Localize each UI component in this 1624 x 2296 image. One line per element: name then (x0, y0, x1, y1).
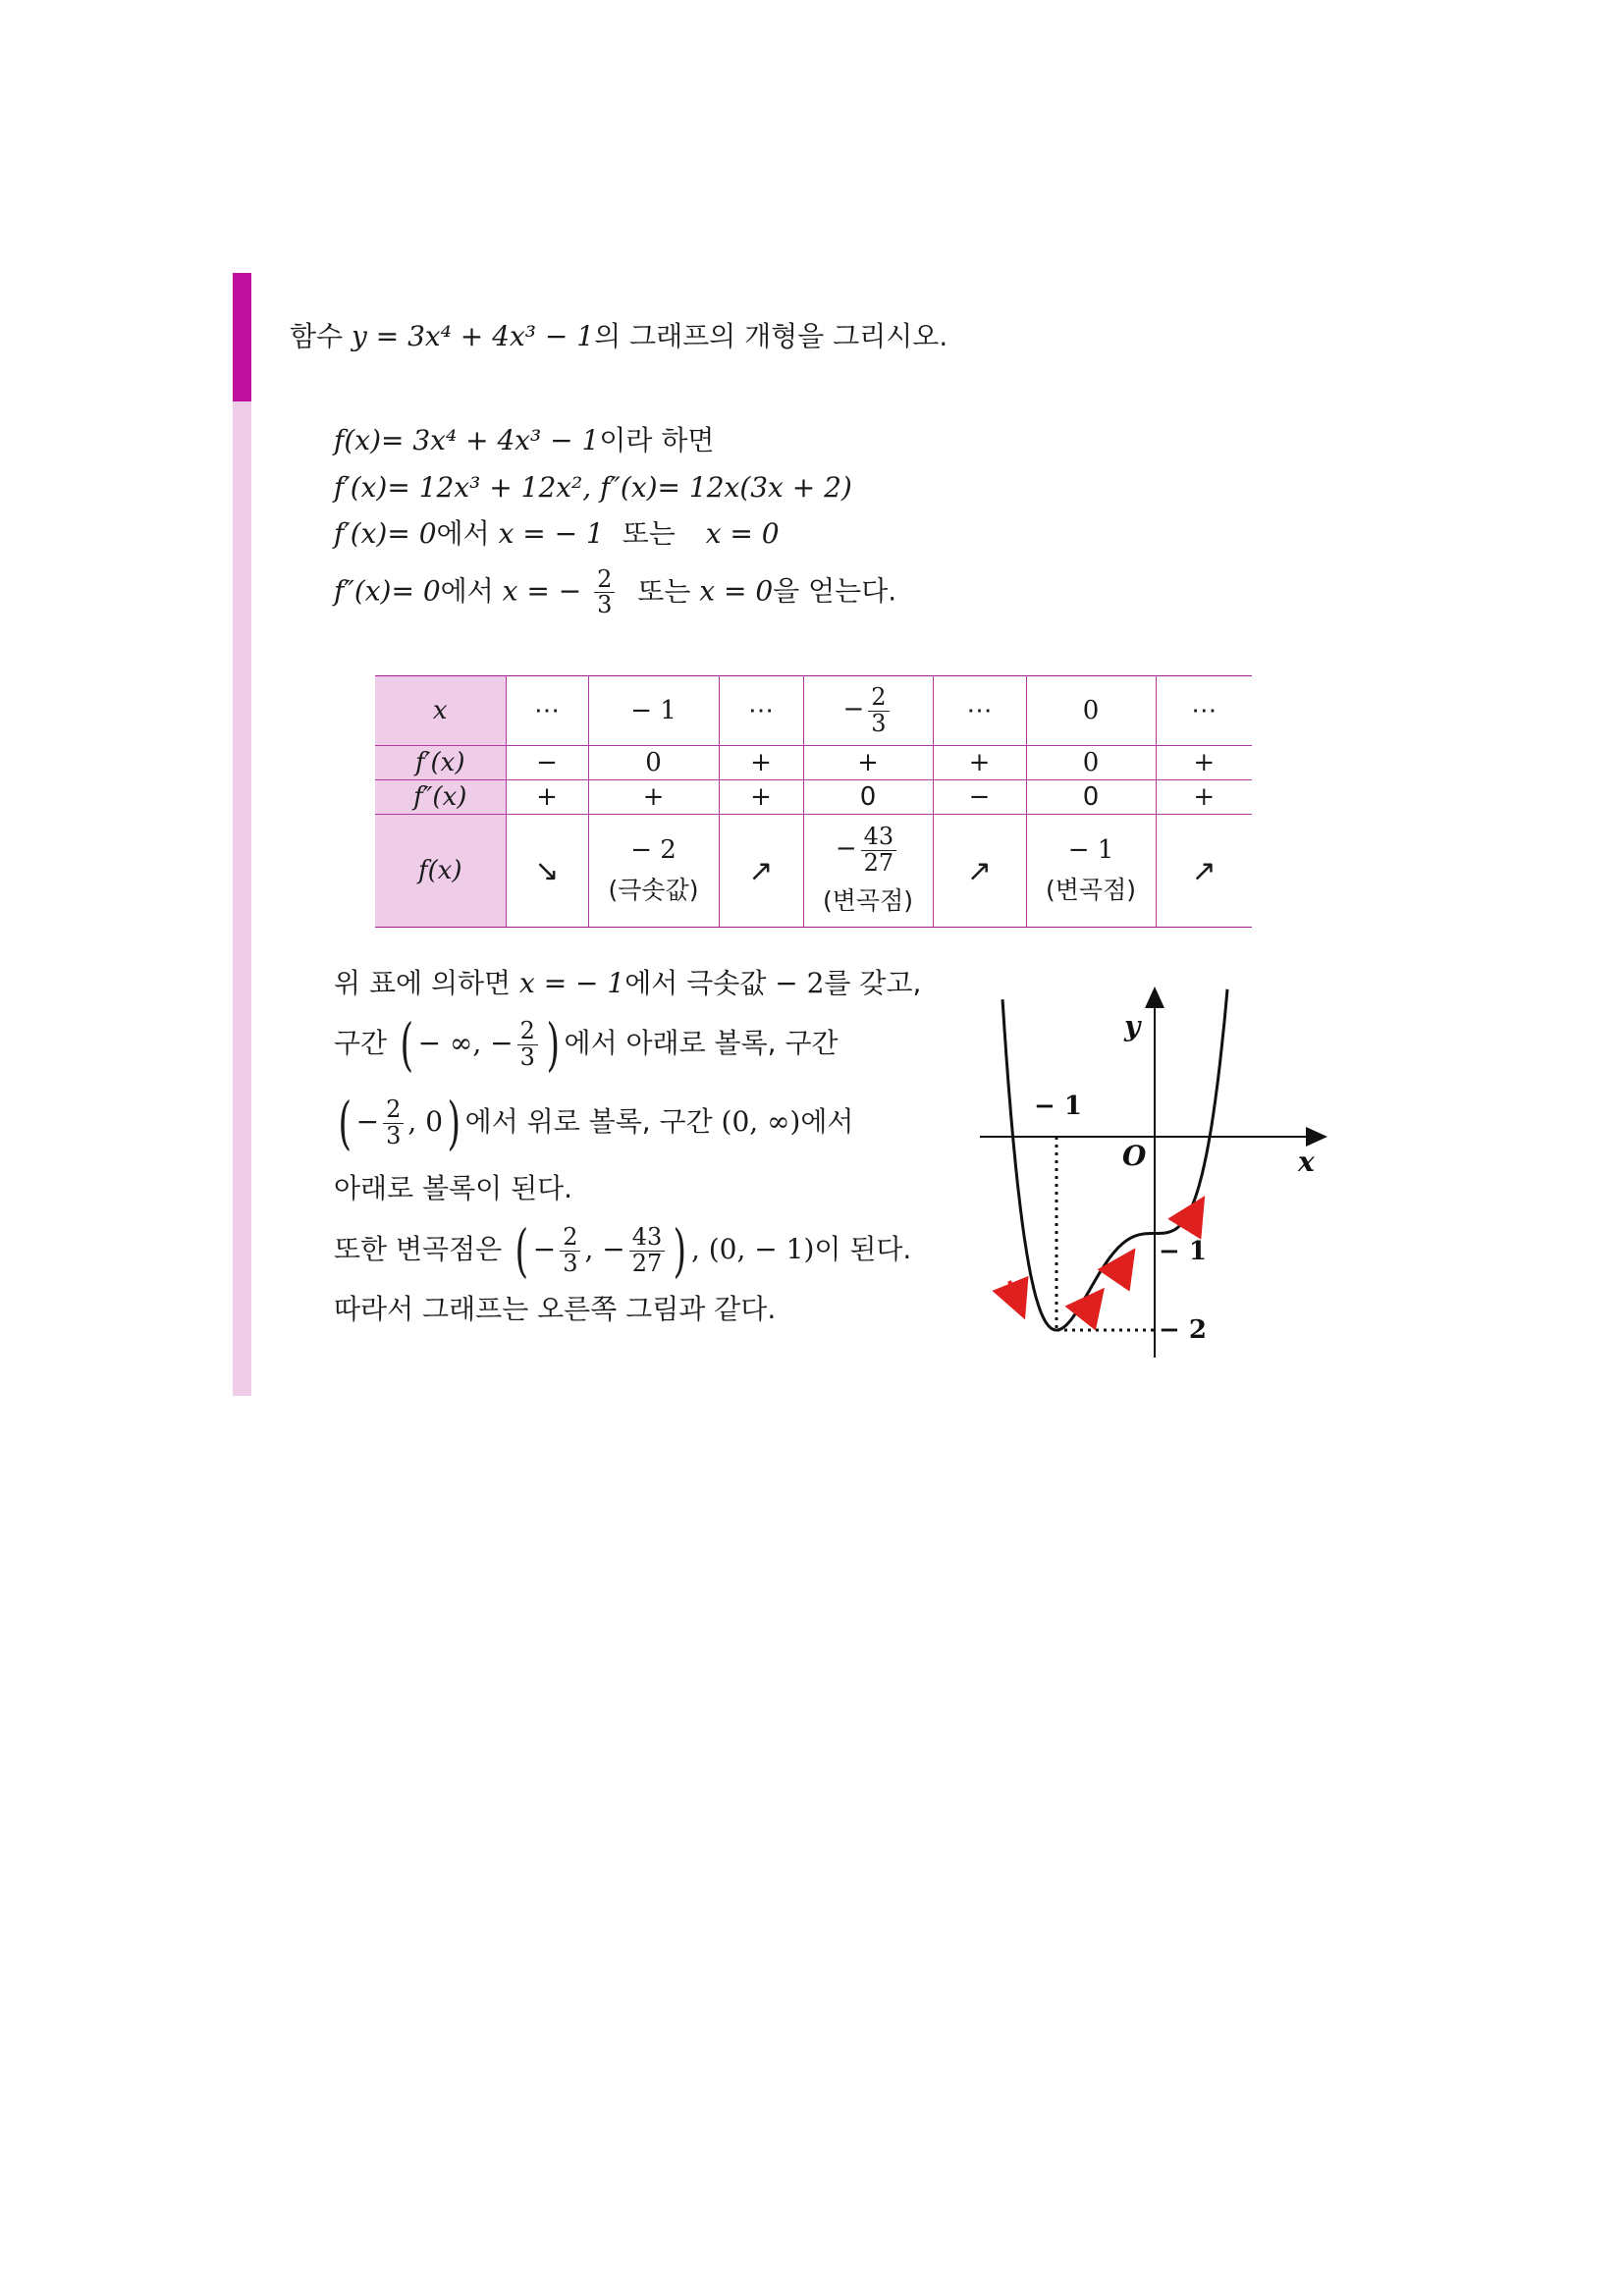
table-cell: 0 (1026, 676, 1156, 746)
accent-bar (233, 273, 251, 401)
problem-equation: y = 3x⁴ + 4x³ − 1 (352, 320, 595, 352)
solution-line-2 (334, 471, 852, 505)
explanation-line-6: 따라서 그래프는 오른쪽 그림과 같다. (334, 1293, 777, 1325)
table-cell: + (588, 780, 719, 815)
table-cell: − 1 (변곡점) (1026, 815, 1156, 928)
increase-arrow-icon (1114, 1255, 1131, 1279)
accent-bar-light (233, 401, 251, 1396)
table-header-f2: f″(x) (375, 780, 506, 815)
problem-statement (290, 320, 947, 353)
table-row-f2 (375, 780, 1252, 815)
explanation-line-5: 또한 변곡점은 ( − $\frac{2}{3}$ , − $\frac{43}{27}$ ) , (0, − 1)이 된다. (334, 1217, 912, 1284)
formula: x = 0 (699, 574, 774, 608)
table-header-f1: f′(x) (375, 746, 506, 780)
formula: x = − 1 (498, 517, 604, 550)
x-neg1-label: − 1 (1034, 1092, 1082, 1121)
table-row-x (375, 676, 1252, 746)
text: 에서 (440, 574, 494, 608)
text: 에서 (436, 517, 490, 550)
table-cell (506, 815, 588, 928)
table-cell: ⋯ (933, 676, 1026, 746)
table-cell: 0 (803, 780, 933, 815)
explanation-line-3: ( − $\frac{2}{3}$ , 0) 에서 위로 볼록, 구간 (0, ∞)에서 (338, 1090, 854, 1156)
table-cell: + (1156, 780, 1252, 815)
solution-line-4 (334, 567, 896, 617)
text: 이라 하면 (599, 424, 715, 456)
explanation-line-4: 아래로 볼록이 된다. (334, 1172, 573, 1204)
table-cell: + (1156, 746, 1252, 780)
formula: x = 0 (705, 517, 780, 550)
table-row-f1 (375, 746, 1252, 780)
table-cell (1156, 815, 1252, 928)
decrease-concave-up-icon: ↘ (534, 853, 560, 888)
table-row-f (375, 815, 1252, 928)
explanation-line-1: 위 표에 의하면 x = − 1에서 극솟값 − 2를 갖고, (334, 967, 922, 999)
problem-suffix: 의 그래프의 개형을 그리시오. (594, 320, 948, 352)
y-axis-label: y (1124, 1010, 1141, 1042)
table-cell (933, 815, 1026, 928)
table-cell: + (719, 780, 803, 815)
solution-line-1 (334, 424, 714, 457)
table-cell: 0 (1026, 746, 1156, 780)
increase-concave-up-icon: ↗ (748, 853, 774, 888)
table-cell: − 2 (극솟값) (588, 815, 719, 928)
table-cell: + (506, 780, 588, 815)
table-cell: 0 (588, 746, 719, 780)
problem-prefix: 함수 (290, 320, 352, 352)
formula: f′(x)= 0 (334, 517, 437, 550)
table-cell: ⋯ (506, 676, 588, 746)
fraction: $\frac{2}{3}$ (594, 567, 615, 617)
text: 또는 (637, 574, 691, 608)
table-cell: − (506, 746, 588, 780)
table-cell: ⋯ (719, 676, 803, 746)
text: 또는 (622, 517, 676, 550)
increase-concave-up-icon: ↗ (1191, 853, 1217, 888)
function-graph (977, 987, 1330, 1360)
explanation-line-2: 구간 ( − ∞, − $\frac{2}{3}$ ) 에서 아래로 볼록, 구간 (334, 1011, 839, 1078)
decrease-arrow-icon (1009, 1281, 1022, 1312)
formula: f(x)= 3x⁴ + 4x³ − 1 (334, 424, 600, 456)
formula: f′(x)= 12x³ + 12x², f″(x)= 12x(3x + 2) (334, 471, 852, 504)
x-axis-label: x (1298, 1146, 1315, 1178)
table-cell: − $\frac{2}{3}$ (803, 676, 933, 746)
table-cell (719, 815, 803, 928)
y-neg1-label: − 1 (1159, 1237, 1207, 1266)
table-cell: + (803, 746, 933, 780)
formula: f″(x)= 0 (334, 574, 441, 608)
table-cell: − 1 (588, 676, 719, 746)
table-cell: − $\frac{43}{27}$ (변곡점) (803, 815, 933, 928)
table-cell: ⋯ (1156, 676, 1252, 746)
table-cell: + (933, 746, 1026, 780)
table-cell: + (719, 746, 803, 780)
table-cell: 0 (1026, 780, 1156, 815)
increase-concave-down-icon: ↗ (966, 853, 993, 888)
table-cell: − (933, 780, 1026, 815)
origin-label: O (1122, 1140, 1147, 1172)
table-header-f: f(x) (375, 815, 506, 928)
formula: x = − (502, 574, 582, 608)
y-neg2-label: − 2 (1159, 1315, 1207, 1345)
solution-line-3 (334, 517, 780, 551)
table-header-x: x (375, 676, 506, 746)
sign-table (375, 675, 1252, 928)
text: 을 얻는다. (773, 574, 897, 608)
